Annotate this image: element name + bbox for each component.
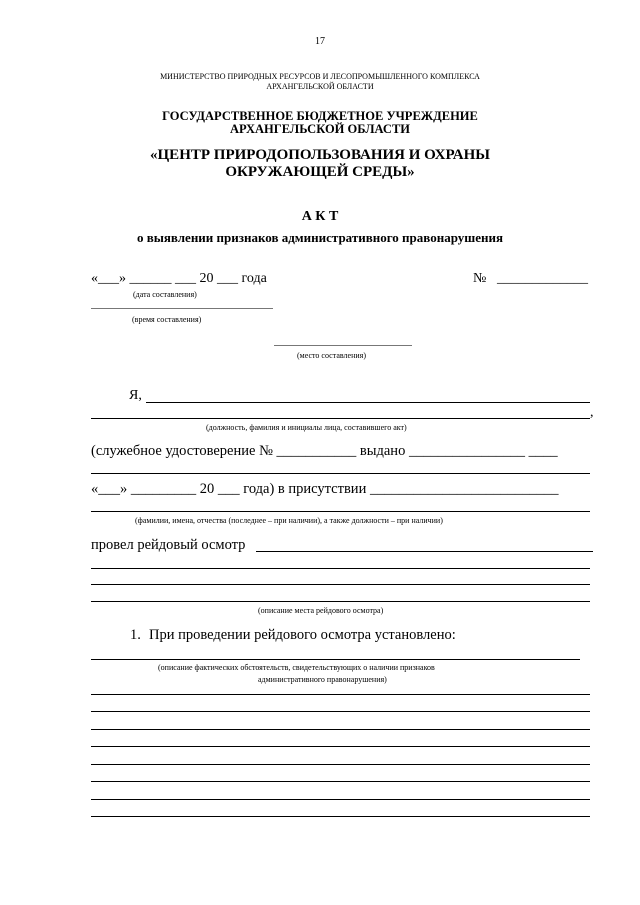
circumstances-blank-line-3	[91, 711, 590, 712]
item-1-number: 1.	[130, 627, 141, 643]
circumstances-caption-1: (описание фактических обстоятельств, свидетельствующих о наличии признаков	[158, 663, 435, 672]
place-blank-line	[274, 345, 412, 346]
i-label: Я,	[129, 388, 142, 403]
circumstances-blank-line-9	[91, 816, 590, 817]
act-title: А К Т	[301, 209, 339, 224]
date-field: «___» ______ ___ 20 ___ года	[91, 271, 267, 286]
center-name-line-1: «ЦЕНТР ПРИРОДОПОЛЬЗОВАНИЯ И ОХРАНЫ	[150, 147, 490, 163]
persons-blank-line	[91, 511, 590, 512]
raid-place-caption: (описание места рейдового осмотра)	[258, 606, 384, 615]
date-caption: (дата составления)	[133, 290, 197, 299]
institution-line-2: АРХАНГЕЛЬСКОЙ ОБЛАСТИ	[230, 122, 410, 136]
raid-blank-line-1	[256, 551, 593, 552]
certificate-date-text: «___» _________ 20 ___ года) в присутствии __________________________	[91, 481, 559, 497]
circumstances-blank-line-1	[91, 659, 580, 660]
time-caption: (время составления)	[132, 315, 202, 324]
persons-caption: (фамилии, имена, отчества (последнее – при наличии), а также должности – при наличии)	[135, 516, 443, 525]
act-subtitle: о выявлении признаков административного правонарушения	[136, 230, 504, 245]
inspector-caption: (должность, фамилия и инициалы лица, составившего акт)	[206, 423, 407, 432]
ministry-line-2: АРХАНГЕЛЬСКОЙ ОБЛАСТИ	[266, 82, 374, 91]
time-blank-line	[91, 308, 273, 309]
number-label: №	[473, 271, 487, 286]
circumstances-blank-line-6	[91, 764, 590, 765]
circumstances-blank-line-8	[91, 799, 590, 800]
certificate-blank-line	[91, 473, 590, 474]
raid-blank-line-4	[91, 601, 590, 602]
circumstances-blank-line-2	[91, 694, 590, 695]
circumstances-blank-line-5	[91, 746, 590, 747]
item-1-text: При проведении рейдового осмотра установлено:	[149, 627, 456, 643]
circumstances-blank-line-4	[91, 729, 590, 730]
raid-label: провел рейдовый осмотр	[91, 537, 246, 553]
number-field: _____________	[497, 271, 588, 286]
circumstances-blank-line-7	[91, 781, 590, 782]
place-caption: (место составления)	[297, 351, 366, 360]
ministry-line-1: МИНИСТЕРСТВО ПРИРОДНЫХ РЕСУРСОВ И ЛЕСОПРОМЫШЛЕННОГО КОМПЛЕКСА	[160, 72, 480, 81]
institution-line-1: ГОСУДАРСТВЕННОЕ БЮДЖЕТНОЕ УЧРЕЖДЕНИЕ	[162, 109, 478, 123]
page-number: 17	[315, 36, 325, 47]
inspector-blank-line-2	[91, 418, 590, 419]
raid-blank-line-3	[91, 584, 590, 585]
center-name-line-2: ОКРУЖАЮЩЕЙ СРЕДЫ»	[225, 164, 415, 180]
certificate-text: (служебное удостоверение № ___________ выдано ________________ ____	[91, 443, 558, 459]
circumstances-caption-2: административного правонарушения)	[258, 675, 387, 684]
inspector-blank-line-1	[146, 402, 590, 403]
raid-blank-line-2	[91, 568, 590, 569]
comma: ,	[590, 405, 594, 420]
